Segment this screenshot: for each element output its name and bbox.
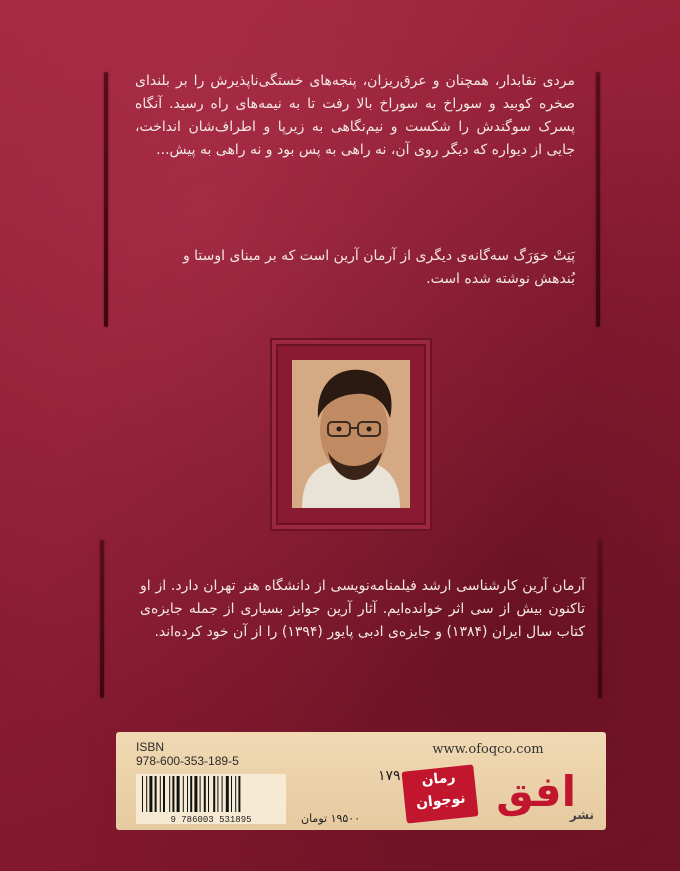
barcode-bar [172, 776, 174, 812]
synopsis-text: مردی نقابدار، همچنان و عرق‌ریزان، پنجه‌های خستگی‌ناپذیرش را بر بلندای صخره کوبید و سوراخ به سوراخ بالا رفت تا به نیمه‌های راه رسید. آنگاه پسرک سوگندش را شکست و نیم‌نگاهی به زیرپا و اطراف‌شان انداخت، جایی از دیواره که دیگر روی آن، نه راهی به پس بود و نه راهی به پیش... [135, 73, 575, 158]
barcode-bar [160, 776, 161, 812]
barcode-digits: 9 786003 531895 [170, 815, 252, 824]
barcode-bar [169, 776, 170, 812]
publisher-name: افق [496, 767, 576, 816]
decorative-line-right-top [596, 72, 600, 327]
decorative-line-right-bottom [598, 540, 602, 698]
isbn-number: 978-600-353-189-5 [136, 754, 239, 768]
author-photo-frame [276, 344, 426, 525]
barcode-bar [177, 776, 180, 812]
barcode-bar [222, 776, 223, 812]
barcode-bar [183, 776, 184, 812]
barcode-bar [155, 776, 157, 812]
series-logo [401, 764, 478, 823]
barcode-bar [163, 776, 165, 812]
publisher-prefix: نشر [569, 808, 594, 822]
barcode-bar [217, 776, 218, 812]
author-bio-text: آرمان آرین کارشناسی ارشد فیلمنامه‌نویسی از دانشگاه هنر تهران دارد. از او تاکنون بیش از سی اثر خوانده‌ایم. آثار آرین جوایز بسیاری از جمله جایزه‌ی کتاب سال ایران (۱۳۸۴) و جایزه‌ی ادبی پایور (۱۳۹۴) را از آن خود کرده‌اند. [140, 578, 585, 640]
barcode-bar [231, 776, 232, 812]
decorative-line-left-top [104, 72, 108, 327]
barcode-bar [238, 776, 240, 812]
barcode [136, 774, 286, 824]
price-label: ۱۹۵۰۰ تومان [301, 812, 361, 825]
barcode-bar [194, 776, 197, 812]
series-logo-line-1: رمان [420, 769, 457, 789]
barcode-bar [235, 776, 236, 812]
barcode-bar [187, 776, 188, 812]
barcode-panel [116, 732, 606, 830]
series-note-text: پَتِتْ خوَرَگ سه‌گانه‌ی دیگری از آرمان آرین است که بر مبنای اوستا و بُندهش نوشته شده است. [182, 248, 575, 287]
barcode-bar [213, 776, 215, 812]
barcode-bar [190, 776, 192, 812]
barcode-bar [142, 776, 143, 812]
barcode-bar [204, 776, 206, 812]
publisher-website: www.ofoqco.com [432, 742, 544, 757]
barcode-bar [226, 776, 229, 812]
isbn-label: ISBN [136, 740, 165, 754]
barcode-bar [200, 776, 201, 812]
barcode-bar [146, 776, 147, 812]
decorative-line-left-bottom [100, 540, 104, 698]
page-count: ۱۷۹ [378, 768, 401, 784]
author-photo [292, 360, 410, 508]
series-logo-line-2: نوجوان [415, 790, 467, 812]
barcode-bar [208, 776, 209, 812]
publisher-logo [494, 764, 594, 824]
barcode-bar [149, 776, 152, 812]
